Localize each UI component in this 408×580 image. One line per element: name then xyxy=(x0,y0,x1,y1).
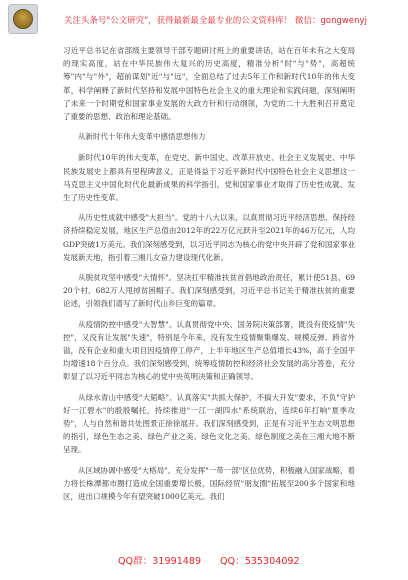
emblem-icon xyxy=(13,9,33,29)
qq-number: QQ：535304092 xyxy=(220,556,300,567)
body-paragraph: 新时代10年的伟大变革，在党史、新中国史、改革开放史、社会主义发展史、中华民族发展史上都具有里程碑意义，正是得益于习近平新时代中国特色社会主义思想这一马克思主义中国化时代化最新成果的科学指引，党和国家事业才取得了历史性成就、发生了历史性变革。 xyxy=(63,153,355,203)
seal-logo-icon xyxy=(8,4,38,34)
footer-contact xyxy=(0,551,408,569)
body-paragraph: 从疫情防控中感受"大智慧"。认真贯彻党中央、国务院决策部署，既没有使疫情"失控"，又没有让发展"失速"，特别是今年来，没有发生疫情聚集爆发、规模反弹、跨省外溢，没有企业和重大项目因疫情停工停产，上半年地区生产总值增长43%，高于全国平均增速18个百分点。我们深刻感受到，统筹疫情防控和经济社会发展的高分答卷，充分彰显了以习近平同志为核心的党中央英明决策和正确领导。 xyxy=(63,319,355,382)
section-heading: 从新时代十年伟大变革中感悟思想伟力 xyxy=(78,132,206,142)
body-paragraph: 从区域协调中感受"大格局"。充分发挥"一带一部"区位优势，积极融入国家战略，着力将长株潭都市圈打造成全国重要增长极，国际经贸"朋友圈"拓展至200多个国家和地区，进出口规模今年有望突破1000亿美元。我们 xyxy=(63,465,355,502)
body-paragraph: 从历史性成就中感受"大担当"。党的十八大以来，以真贯彻习近平经济思想，保持经济持续稳定发展，地区生产总值由2012年的22万亿元跃升至2021年的46万亿元，人均GDP突破1万美元。我们深刻感受到，以习近平同志为核心的党中央开辟了党和国家事业发展新天地，指引着三湘儿女奋力建设现代化新。 xyxy=(63,213,355,262)
article-body xyxy=(63,44,355,510)
header-banner xyxy=(0,0,408,38)
body-paragraph: 从绿水青山中感受"大韬略"。认真落实"共抓大保护，不搞大开发"要求，不负"守护好一江碧水"的殷殷嘱托，持续推进"一江一湖四水"系统联治，连续6年打响"夏季攻势"，人与自然和谐共处图景正徐徐展开。我们深刻感受到，正是有习近平生态文明思想的指引，绿色生态之美、绿色产业之美、绿色文化之美、绿色制度之美在三湘大地不断呈现。 xyxy=(63,392,355,455)
intro-paragraph: 习近平总书记在省部级主要领导干部专题研讨班上的重要讲话，站在百年未有之大变局的现实高度，站在中华民族伟大复兴的历史高度，精准分析"时"与"势"，高超统筹"内"与"外"，超前谋划"近"与"远"，全面总结了过去5年工作和新时代10年的伟大变革，科学阐释了新时代坚持和发展中国特色社会主义的重大理论和实践问题，深刻阐明了未来一个时期党和国家事业发展的大政方针和行动纲领，为党的二十大胜利召开奠定了重要的思想、政治和理论基础。 xyxy=(63,46,355,122)
body-paragraph: 从脱贫攻坚中感受"大情怀"。坚决扛牢精准扶贫首倡地政治责任，累计使51县、6920个村、682万人甩掉贫困帽子。我们深刻感受到，习近平总书记关于精准扶贫的重要论述，引领我们谱写了新时代山乡巨变的篇章。 xyxy=(63,273,355,309)
qq-group-number: QQ群：31991489 xyxy=(118,556,202,567)
banner-promo-text: 关注头条号"公文研究"，获得最新最全最专业的公文资料库！ 微信：gongwenyj xyxy=(64,15,367,25)
